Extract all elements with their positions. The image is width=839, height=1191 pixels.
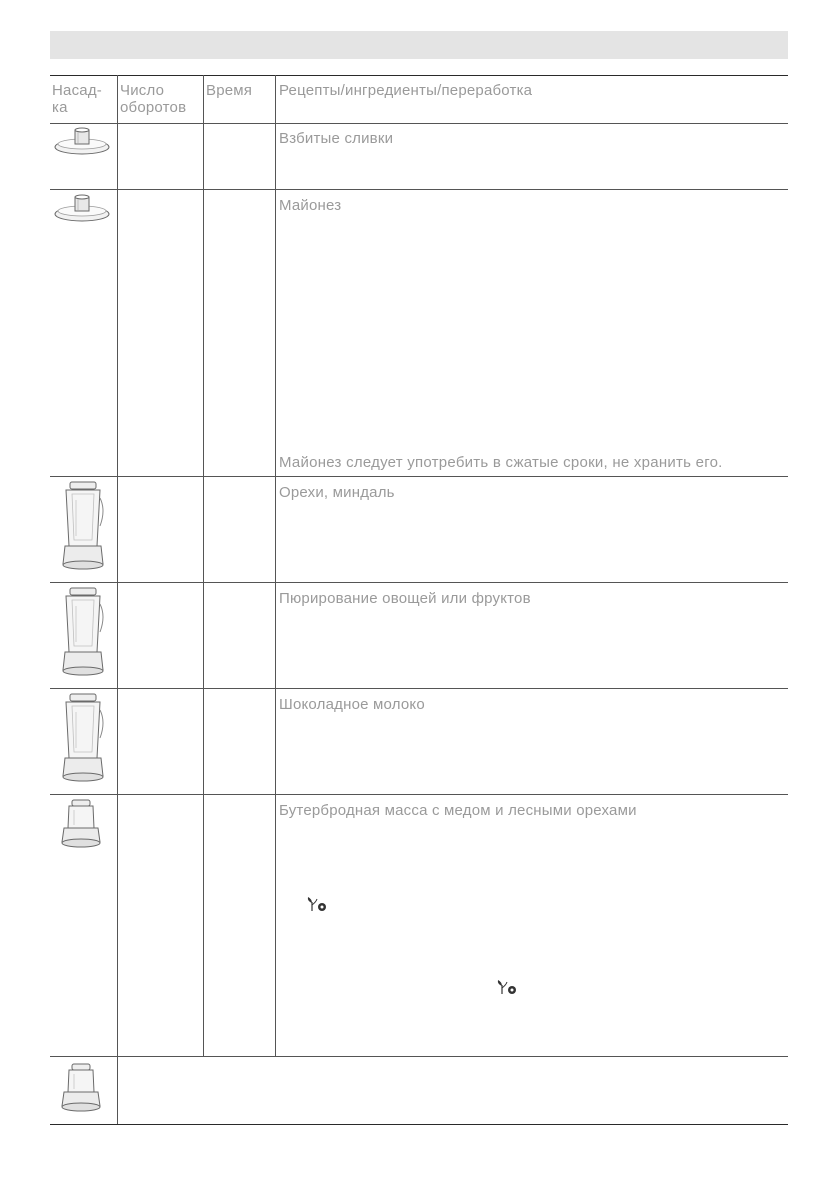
mini-chopper-icon: [60, 1062, 102, 1114]
recipe-title: Взбитые сливки: [279, 130, 394, 147]
row-divider: [50, 1056, 788, 1057]
table-top-rule: [50, 75, 788, 76]
header-speed-line2: оборотов: [120, 99, 187, 116]
header-attachment-line1: Насад-: [52, 82, 102, 99]
section-header-bar: [50, 31, 788, 59]
row-divider: [50, 688, 788, 689]
header-recipe: Рецепты/ингредиенты/переработка: [279, 82, 533, 99]
blender-jug-icon: [60, 586, 106, 682]
row-divider: [50, 794, 788, 795]
herb-sprout-icon: [496, 979, 518, 995]
column-divider: [203, 75, 204, 1056]
recipe-note: Майонез следует употребить в сжатые сроки, не хранить его.: [279, 454, 723, 471]
herb-sprout-icon: [306, 896, 328, 912]
mini-chopper-icon: [60, 798, 102, 850]
row-divider: [50, 123, 788, 124]
column-divider: [117, 75, 118, 1124]
row-divider: [50, 476, 788, 477]
blender-jug-icon: [60, 480, 106, 576]
whisk-disc-icon: [53, 127, 111, 157]
recipe-title: Шоколадное молоко: [279, 696, 425, 713]
recipe-title: Майонез: [279, 197, 342, 214]
table-bottom-rule: [50, 1124, 788, 1125]
header-time: Время: [206, 82, 253, 99]
blender-jug-icon: [60, 692, 106, 788]
whisk-disc-icon: [53, 194, 111, 224]
recipe-title: Бутербродная масса с медом и лесными орехами: [279, 802, 637, 819]
recipe-title: Пюрирование овощей или фруктов: [279, 590, 531, 607]
header-speed-line1: Число: [120, 82, 165, 99]
row-divider: [50, 189, 788, 190]
column-divider: [275, 75, 276, 1056]
recipe-title: Орехи, миндаль: [279, 484, 395, 501]
row-divider: [50, 582, 788, 583]
header-attachment-line2: ка: [52, 99, 68, 116]
